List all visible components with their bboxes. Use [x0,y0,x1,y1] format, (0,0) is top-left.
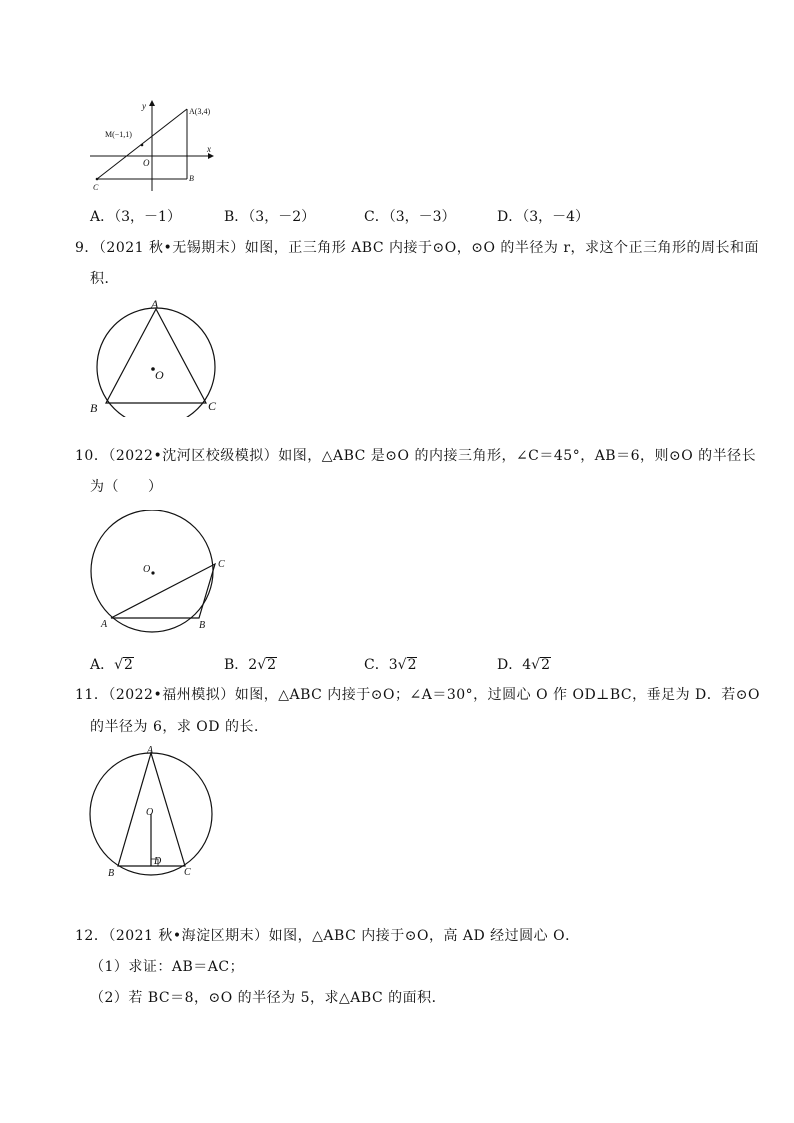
q10-option-c[interactable]: C．3√2 [364,657,417,673]
q10-label-a: A [101,619,108,630]
q11-label-a: A [147,745,154,756]
q10-option-b[interactable]: B．2√2 [224,657,277,673]
point-a-label: A(3,4) [189,107,211,116]
q8-option-c[interactable]: C．（3，－3） [364,209,456,225]
q8-option-b[interactable]: B．（3，－2） [224,209,316,225]
q10-stem-line-1: 10．（2022•沈河区校级模拟）如图，△ABC 是⊙O 的内接三角形，∠C＝45°，AB＝6，则⊙O 的半径长 [75,448,757,464]
sqrt-symbol: √2 [397,657,417,673]
origin-label: O [143,158,150,168]
q10-option-d[interactable]: D．4√2 [497,657,550,673]
q10-label-o: O [143,564,151,575]
q10-label-c: C [218,559,225,570]
q12-stem: 12．（2021 秋•海淀区期末）如图，△ABC 内接于⊙O，高 AD 经过圆心 O． [75,928,580,944]
q9-stem-line-2: 积． [90,271,119,287]
point-c-label: C [93,183,99,192]
q9-label-c: C [208,399,217,413]
q9-label-b: B [90,401,98,415]
q10-option-a[interactable]: A．√2 [90,657,133,673]
q11-stem-line-1: 11．（2022•福州模拟）如图，△ABC 内接于⊙O；∠A＝30°，过圆心 O 作 OD⊥BC，垂足为 D．若⊙O [75,687,760,703]
sqrt-symbol: √2 [114,657,133,673]
q10-label-b: B [199,620,206,631]
q10-center-dot [151,571,154,574]
q11-label-b: B [108,868,115,879]
point-b-label: B [189,174,194,183]
q11-figure [85,742,225,882]
q11-label-o: O [146,807,154,818]
q12-part-1: （1）求证：AB＝AC； [90,959,245,975]
point-m-label: M(−1,1) [105,130,132,139]
q10-stem-line-2: 为（ ） [90,479,163,495]
q9-label-o: O [155,368,164,382]
q11-stem-line-2: 的半径为 6，求 OD 的长． [90,719,269,735]
q10-circle [91,510,213,632]
y-axis-label: y [142,101,146,111]
q8-options [90,206,690,226]
q9-triangle [106,309,206,403]
x-axis-label: x [207,144,211,154]
q12-part-2: （2）若 BC＝8，⊙O 的半径为 5，求△ABC 的面积． [90,990,447,1006]
q9-label-a: A [151,297,159,311]
q10-options [90,654,690,674]
q11-label-d: D [154,856,162,867]
q9-figure [85,297,225,417]
q9-circle [97,308,215,417]
q10-figure [85,510,235,635]
q9-stem-line-1: 9．（2021 秋•无锡期末）如图，正三角形 ABC 内接于⊙O，⊙O 的半径为 r，求这个正三角形的周长和面 [75,240,760,256]
q8-option-a[interactable]: A．（3，－1） [90,209,181,225]
q11-label-c: C [184,867,191,878]
q8-coordinate-figure [85,95,225,195]
point-c-dot [96,178,99,181]
point-m-dot [141,144,144,147]
q8-option-d[interactable]: D．（3，－4） [497,209,590,225]
sqrt-symbol: √2 [257,657,277,673]
sqrt-symbol: √2 [531,657,550,673]
